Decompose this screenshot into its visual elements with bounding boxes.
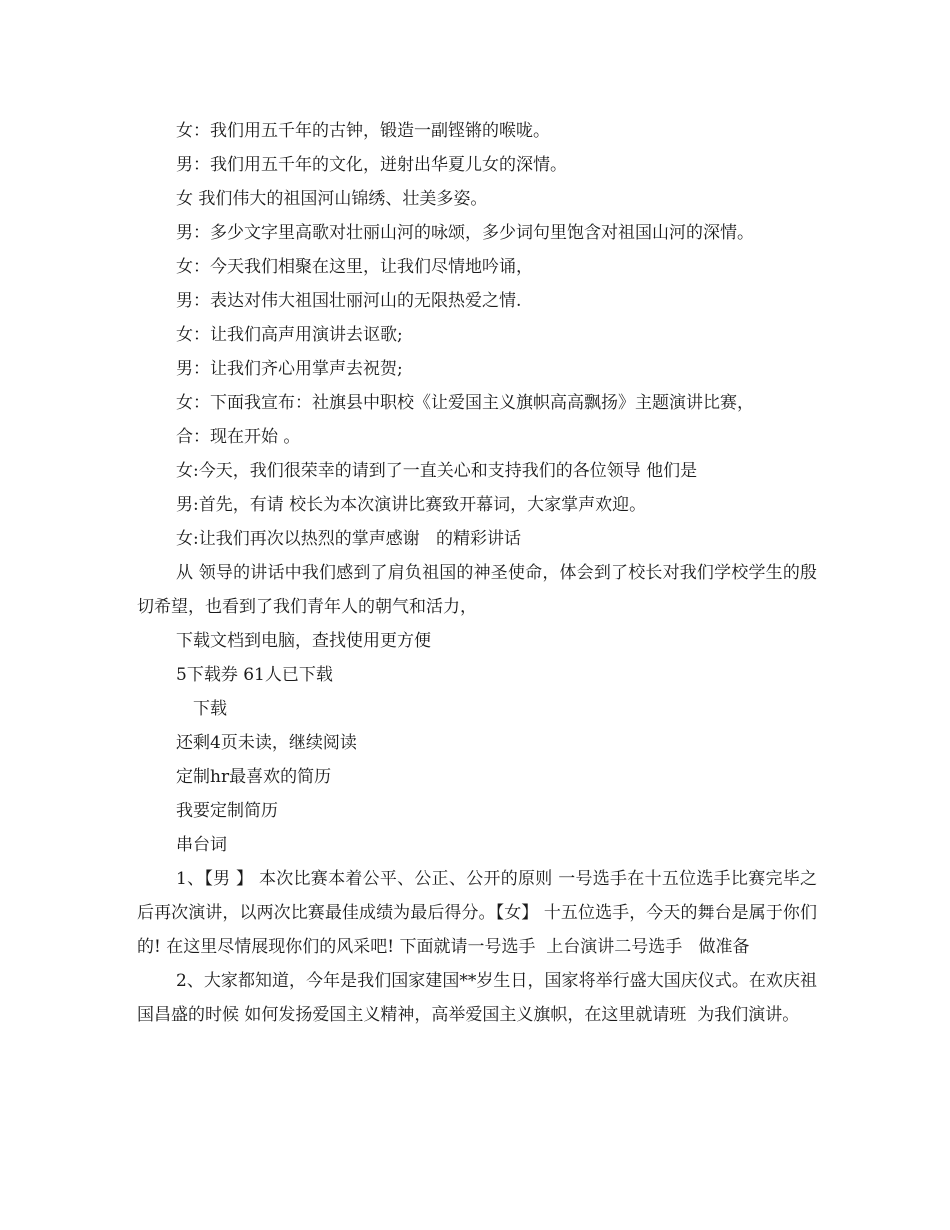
paragraph: 从 领导的讲话中我们感到了肩负祖国的神圣使命，体会到了校长对我们学校学生的殷切希望，也看到了我们青年人的朝气和活力， <box>137 563 817 617</box>
dialogue-line: 女：下面我宣布：社旗县中职校《让爱国主义旗帜高高飘扬》主题演讲比赛， <box>176 393 754 413</box>
dialogue-line: 女：今天我们相聚在这里，让我们尽情地吟诵， <box>176 257 533 277</box>
dialogue-line: 男:首先，有请 校长为本次演讲比赛致开幕词，大家掌声欢迎。 <box>176 495 647 515</box>
download-button[interactable]: 下载 <box>193 699 227 719</box>
dialogue-line: 女 我们伟大的祖国河山锦绣、壮美多姿。 <box>176 189 488 209</box>
download-hint: 下载文档到电脑，查找使用更方便 <box>176 631 431 651</box>
dialogue-line: 男：表达对伟大祖国壮丽河山的无限热爱之情. <box>176 291 522 311</box>
dialogue-line: 女：我们用五千年的古钟，锻造一副铿锵的喉咙。 <box>176 121 550 141</box>
dialogue-line: 男：多少文字里高歌对壮丽山河的咏颂，多少词句里饱含对祖国山河的深情。 <box>176 223 754 243</box>
document-body <box>137 114 817 1032</box>
paragraph: 1、【男 】 本次比赛本着公平、公正、公开的原则 一号选手在十五位选手比赛完毕之后再次演讲，以两次比赛最佳成绩为最后得分。【女】 十五位选手，今天的舞台是属于你们的! 在这里尽情展现你们的风采吧! 下面就请一号选手 上台演讲二号选手 做准备 <box>137 869 817 957</box>
dialogue-line: 女:今天，我们很荣幸的请到了一直关心和支持我们的各位领导 他们是 <box>176 461 698 481</box>
dialogue-line: 男：我们用五千年的文化，迸射出华夏儿女的深情。 <box>176 155 567 175</box>
dialogue-line: 女：让我们高声用演讲去讴歌; <box>176 325 403 345</box>
dialogue-line: 男：让我们齐心用掌声去祝贺; <box>176 359 403 379</box>
continue-reading-link[interactable]: 还剩4页未读，继续阅读 <box>176 733 357 753</box>
custom-resume-promo: 定制hr最喜欢的简历 <box>176 767 332 787</box>
custom-resume-button[interactable]: 我要定制简历 <box>176 801 278 821</box>
dialogue-line: 合：现在开始 。 <box>176 427 301 447</box>
paragraph: 2、大家都知道，今年是我们国家建国**岁生日，国家将举行盛大国庆仪式。在欢庆祖国昌盛的时候 如何发扬爱国主义精神，高举爱国主义旗帜，在这里就请班 为我们演讲。 <box>137 971 817 1025</box>
section-title: 串台词 <box>176 835 227 855</box>
dialogue-line: 女:让我们再次以热烈的掌声感谢 的精彩讲话 <box>176 529 521 549</box>
download-stats: 5下载券 61人已下载 <box>176 665 333 685</box>
